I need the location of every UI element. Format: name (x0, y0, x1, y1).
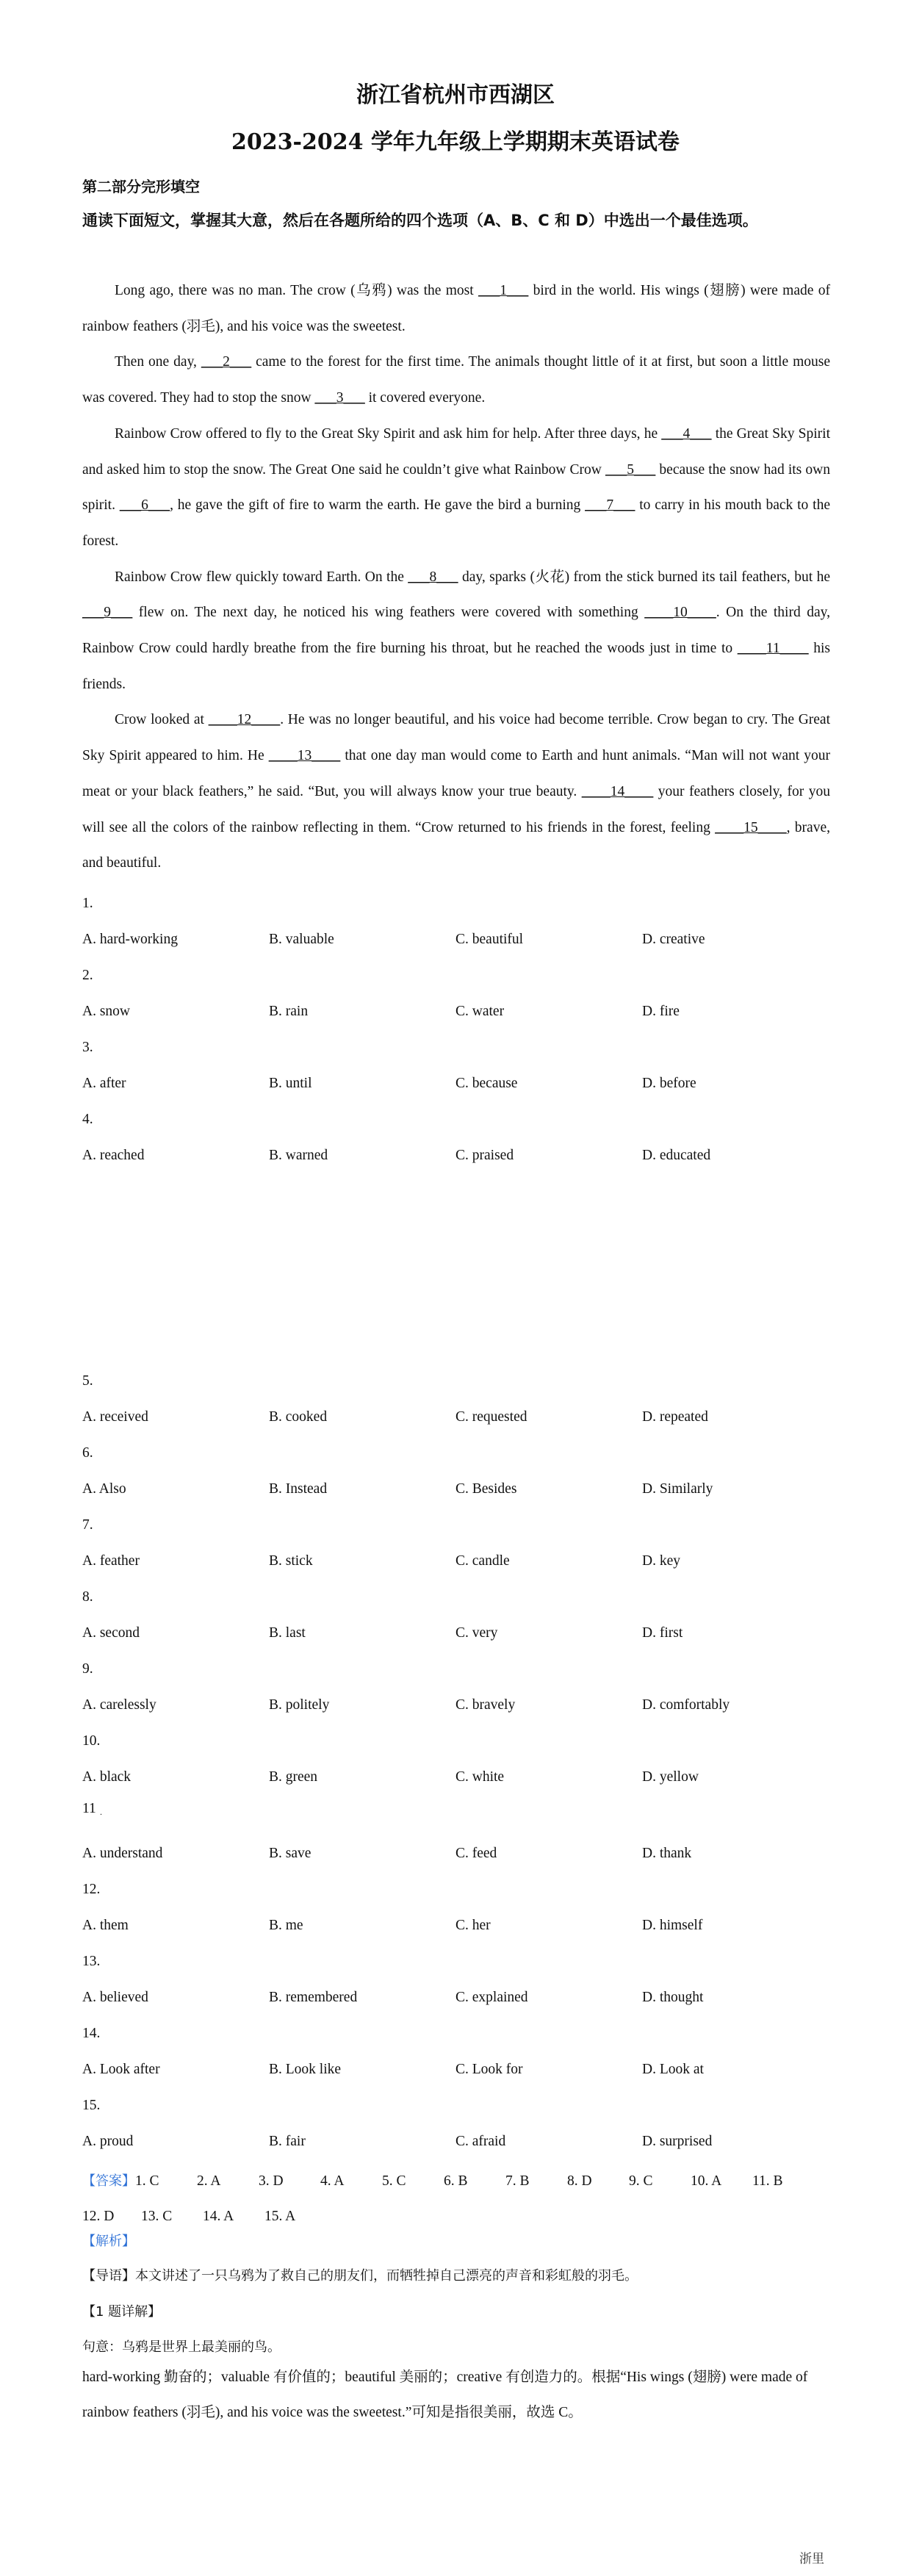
option-c[interactable]: C. requested (455, 1409, 527, 1425)
option-c[interactable]: C. praised (455, 1148, 514, 1163)
question-number: 15. (82, 2098, 101, 2113)
option-d[interactable]: D. Look at (642, 2062, 704, 2077)
option-b[interactable]: B. rain (269, 1004, 309, 1019)
paragraph-5: Crow looked at ____12____. He was no longer beautiful, and his voice had become terrible. Crow began to cry. The Great Sky Spirit appeared to him. He ____13____ that one day man would come to Earth and hunt animals. “Man will not want your meat or your black feathers,” he said. “But, you will always know your true beauty. ____14____ your feathers closely, for you will see all the colors of the rainbow reflecting in them. “Crow returned to his friends in the forest, feeling ____15____, brave, and beautiful. (82, 712, 831, 871)
question-options (82, 1553, 832, 1570)
question-options (82, 1408, 832, 1426)
option-a[interactable]: A. Look after (82, 2062, 160, 2077)
option-d[interactable]: D. fire (642, 1004, 680, 1019)
question-1-detail-label: 【1 题详解】 (82, 2304, 162, 2320)
blank-15: ____15____ (715, 819, 787, 835)
answer-item: 9. C (629, 2173, 653, 2189)
blank-4: ___4___ (661, 425, 712, 442)
option-c[interactable]: C. white (455, 1769, 505, 1785)
option-a[interactable]: A. believed (82, 1990, 148, 2005)
option-c[interactable]: C. afraid (455, 2134, 506, 2149)
stray-mark: . (100, 1807, 102, 1817)
answer-item: 15. A (264, 2209, 296, 2224)
answer-item: 12. D (82, 2209, 115, 2224)
option-c[interactable]: C. water (455, 1004, 505, 1019)
option-c[interactable]: C. her (455, 1918, 491, 1933)
question-number: 1. (82, 896, 93, 911)
blank-5: ___5___ (605, 461, 656, 478)
answer-item: 10. A (691, 2173, 722, 2189)
question-options (82, 931, 832, 949)
option-c[interactable]: C. candle (455, 1553, 510, 1569)
option-d[interactable]: D. Similarly (642, 1481, 713, 1497)
question-options (82, 1625, 832, 1642)
blank-13: ____13____ (268, 748, 341, 764)
option-c[interactable]: C. beautiful (455, 932, 524, 947)
section-heading: 第二部分完形填空 (82, 178, 200, 195)
option-a[interactable]: A. feather (82, 1553, 140, 1569)
analysis-guide: 【导语】本文讲述了一只乌鸦为了救自己的朋友们，而牺牲掉自己漂亮的声音和彩虹般的羽毛。 (82, 2268, 638, 2284)
option-a[interactable]: A. carelessly (82, 1697, 156, 1713)
blank-6: ___6___ (119, 497, 170, 514)
option-a[interactable]: A. them (82, 1918, 129, 1933)
option-c[interactable]: C. Look for (455, 2062, 523, 2077)
answer-item: 3. D (259, 2173, 284, 2189)
option-d[interactable]: D. key (642, 1553, 680, 1569)
blank-2: ___2___ (201, 354, 252, 370)
option-a[interactable]: A. after (82, 1076, 126, 1091)
question-number: 4. (82, 1112, 93, 1127)
question-options (82, 1481, 832, 1498)
question-number: 5. (82, 1373, 93, 1389)
blank-14: ____14____ (581, 783, 654, 799)
question-number: 3. (82, 1040, 93, 1055)
question-options (82, 2133, 832, 2151)
answer-item: 5. C (382, 2173, 406, 2189)
answer-key (82, 2164, 839, 2234)
option-d[interactable]: D. surprised (642, 2134, 713, 2149)
option-d[interactable]: D. thank (642, 1846, 692, 1861)
paragraph-3: Rainbow Crow offered to fly to the Great Sky Spirit and ask him for help. After three days, he ___4___ the Great Sky Spirit and asked him to stop the snow. The Great One said he couldn’t give what Rainbow Crow ___5___ because the snow had its own spirit. ___6___, he gave the gift of fire to warm the earth. He gave the bird a burning ___7___ to carry in his mouth back to the forest. (82, 425, 830, 549)
answer-item: 14. A (203, 2209, 234, 2224)
question-number: 7. (82, 1517, 93, 1533)
blank-9: ___9___ (82, 605, 133, 621)
question-options (82, 1769, 832, 1786)
sentence-meaning: 句意：乌鸦是世界上最美丽的鸟。 (82, 2339, 281, 2355)
option-b[interactable]: B. me (269, 1918, 303, 1933)
option-b[interactable]: B. green (269, 1769, 318, 1785)
paragraph-4: Rainbow Crow flew quickly toward Earth. On the ___8___ day, sparks (火花) from the stick burned its tail feathers, but he ___9___ flew on. The next day, he noticed his wing feathers were covered with something ____10____. On the third day, Rainbow Crow could hardly breathe from the fire burning his throat, but he reached the woods just in time to ____11____ his friends. (82, 569, 830, 692)
question-number: 8. (82, 1589, 93, 1605)
title-exam: 2023-2024 学年九年级上学期期末英语试卷 (231, 129, 680, 155)
option-a[interactable]: A. proud (82, 2134, 134, 2149)
blank-8: ___8___ (408, 569, 458, 585)
option-a[interactable]: A. snow (82, 1004, 131, 1019)
option-b[interactable]: B. save (269, 1846, 312, 1861)
option-d[interactable]: D. before (642, 1076, 696, 1091)
question-number: 14. (82, 2026, 101, 2041)
option-d[interactable]: D. first (642, 1625, 683, 1641)
option-b[interactable]: B. last (269, 1625, 306, 1641)
answer-item: 8. D (567, 2173, 592, 2189)
option-c[interactable]: C. bravely (455, 1697, 516, 1713)
option-d[interactable]: D. thought (642, 1990, 704, 2005)
blank-1: ___1___ (478, 283, 529, 298)
option-b[interactable]: B. Instead (269, 1481, 328, 1497)
answer-item: 11. B (752, 2173, 783, 2189)
option-b[interactable]: B. valuable (269, 932, 334, 947)
title-region: 浙江省杭州市西湖区 (356, 82, 555, 108)
option-d[interactable]: D. educated (642, 1148, 711, 1163)
blank-11: ____11____ (737, 641, 809, 657)
answer-item: 13. C (141, 2209, 173, 2224)
answer-item: 6. B (444, 2173, 468, 2189)
question-options (82, 1075, 832, 1093)
answer-item: 4. A (320, 2173, 345, 2189)
option-c[interactable]: C. explained (455, 1990, 528, 2005)
option-b[interactable]: B. Look like (269, 2062, 342, 2077)
answer-item: 2. A (197, 2173, 221, 2189)
blank-10: ____10____ (644, 605, 716, 621)
option-a[interactable]: A. Also (82, 1481, 126, 1497)
option-a[interactable]: A. received (82, 1409, 148, 1425)
blank-3: ___3___ (314, 390, 365, 406)
option-b[interactable]: B. remembered (269, 1990, 358, 2005)
option-a[interactable]: A. understand (82, 1846, 163, 1861)
analysis-label: 【解析】 (82, 2234, 135, 2249)
question-options (82, 1989, 832, 2007)
paragraph-1: Long ago, there was no man. The crow (乌鸦) was the most ___1___ bird in the world. His wings (翅膀) were made of rainbow feathers (羽毛), and his voice was the sweetest. (82, 283, 830, 334)
question-number: 12. (82, 1882, 101, 1897)
answer-label: 【答案】 (82, 2173, 135, 2189)
question-options (82, 2061, 832, 2079)
option-b[interactable]: B. fair (269, 2134, 306, 2149)
question-number: 10. (82, 1733, 101, 1749)
question-1-explanation: hard-working 勤奋的；valuable 有价值的；beautiful 美丽的；creative 有创造力的。根据“His wings (翅膀) were made of rainbow feathers (羽毛), and his voice was the sweetest.”可知是指很美丽，故选 C。 (82, 2370, 808, 2420)
option-c[interactable]: C. Besides (455, 1481, 517, 1497)
option-b[interactable]: B. cooked (269, 1409, 328, 1425)
option-d[interactable]: D. yellow (642, 1769, 699, 1785)
question-options (82, 1917, 832, 1935)
blank-7: ___7___ (585, 497, 635, 514)
question-number: 6. (82, 1445, 93, 1461)
answer-item: 1. C (135, 2173, 159, 2189)
option-a[interactable]: A. hard-working (82, 932, 178, 947)
option-c[interactable]: C. very (455, 1625, 498, 1641)
option-c[interactable]: C. feed (455, 1846, 497, 1861)
option-a[interactable]: A. reached (82, 1148, 145, 1163)
cloze-passage (82, 273, 830, 882)
option-d[interactable]: D. comfortably (642, 1697, 730, 1713)
option-b[interactable]: B. politely (269, 1697, 330, 1713)
question-number: 13. (82, 1954, 101, 1969)
answer-item: 7. B (505, 2173, 530, 2189)
option-a[interactable]: A. black (82, 1769, 132, 1785)
page-footer: 浙里 (799, 2552, 824, 2566)
option-b[interactable]: B. until (269, 1076, 312, 1091)
option-d[interactable]: D. repeated (642, 1409, 708, 1425)
option-d[interactable]: D. creative (642, 932, 705, 947)
blank-12: ____12____ (208, 712, 281, 728)
paragraph-2: Then one day, ___2___ came to the forest for the first time. The animals thought little of it at first, but soon a little mouse was covered. They had to stop the snow ___3___ it covered everyone. (82, 354, 830, 406)
question-options (82, 1003, 832, 1021)
instruction-text: 通读下面短文，掌握其大意，然后在各题所给的四个选项（A、B、C 和 D）中选出一个最佳选项。 (82, 212, 758, 229)
option-b[interactable]: B. warned (269, 1148, 328, 1163)
option-d[interactable]: D. himself (642, 1918, 703, 1933)
option-c[interactable]: C. because (455, 1076, 518, 1091)
question-options (82, 1845, 832, 1863)
option-a[interactable]: A. second (82, 1625, 140, 1641)
question-number: 9. (82, 1661, 93, 1677)
question-options (82, 1147, 832, 1165)
question-number: 2. (82, 968, 93, 983)
option-b[interactable]: B. stick (269, 1553, 313, 1569)
question-options (82, 1697, 832, 1714)
question-number: 11 (82, 1801, 96, 1816)
